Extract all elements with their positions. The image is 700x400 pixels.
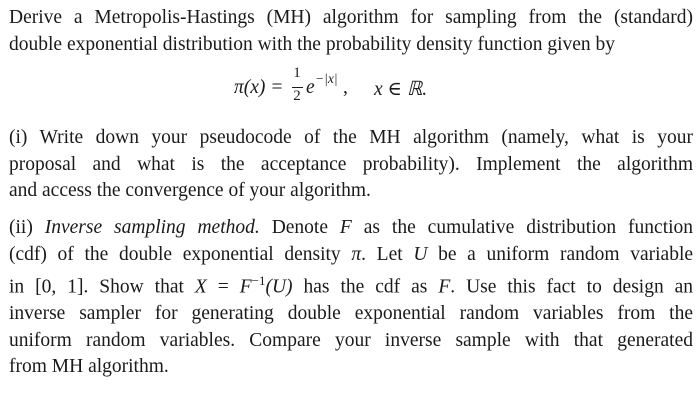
part-ii-text: . Use this fact to design an xyxy=(450,276,694,298)
math-inverse-exponent: −1 xyxy=(251,273,266,289)
part-ii-line-2 xyxy=(9,242,693,269)
part-ii-text: be a uniform random variable xyxy=(438,243,694,265)
math-F: F xyxy=(339,216,352,238)
math-X: X xyxy=(194,276,207,298)
part-ii-label: (ii) xyxy=(9,216,33,238)
part-ii-text: as the cumulative distribution function xyxy=(363,216,694,238)
part-ii-line-4: inverse sampler for generating double exponential random variables from the xyxy=(9,303,693,325)
part-i-line-1: (i) Write down your pseudocode of the MH algorithm (namely, what is your xyxy=(9,127,693,149)
math-U-arg: (U) xyxy=(265,276,293,298)
part-i-line-3: and access the convergence of your algorithm. xyxy=(9,180,371,202)
part-ii-line-3 xyxy=(9,268,693,301)
part-ii-line-6: from MH algorithm. xyxy=(9,356,169,378)
exponent: −|x| xyxy=(315,71,338,87)
part-ii-text: has the cdf as xyxy=(303,276,428,298)
fraction-numerator: 1 xyxy=(293,65,301,82)
exponential-base: e xyxy=(306,77,315,99)
math-F: F xyxy=(438,276,451,298)
inverse-sampling-heading: Inverse sampling method. xyxy=(44,216,260,238)
math-equals: = xyxy=(217,276,229,298)
part-ii-paragraph xyxy=(9,215,693,381)
math-F-inverse: F xyxy=(239,276,252,298)
intro-line-2: double exponential distribution with the probability density function given by xyxy=(9,33,616,55)
part-ii-text: Denote xyxy=(271,216,328,238)
part-ii-line-1 xyxy=(9,215,693,242)
part-i-line-2: proposal and what is the acceptance probability). Implement the algorithm xyxy=(9,153,693,175)
part-ii-line-5: uniform random variables. Compare your inverse sample with that generated xyxy=(9,329,693,351)
math-U: U xyxy=(413,243,428,265)
math-pi: π xyxy=(351,243,362,265)
equation-domain: x ∈ ℝ. xyxy=(374,79,428,101)
part-ii-text: (cdf) of the double exponential density xyxy=(9,243,341,265)
part-ii-text: in [0, 1]. Show that xyxy=(9,276,184,298)
part-i-paragraph xyxy=(9,125,693,205)
equation-lhs: π(x) = xyxy=(234,77,284,99)
part-ii-text: . Let xyxy=(361,243,403,265)
equation-comma: , xyxy=(343,77,348,99)
problem-document xyxy=(9,5,693,381)
fraction-denominator: 2 xyxy=(293,88,301,105)
intro-line-1: Derive a Metropolis-Hastings (MH) algorithm for sampling from the (standard) xyxy=(9,7,693,28)
intro-paragraph xyxy=(9,5,693,58)
density-equation xyxy=(9,59,693,115)
